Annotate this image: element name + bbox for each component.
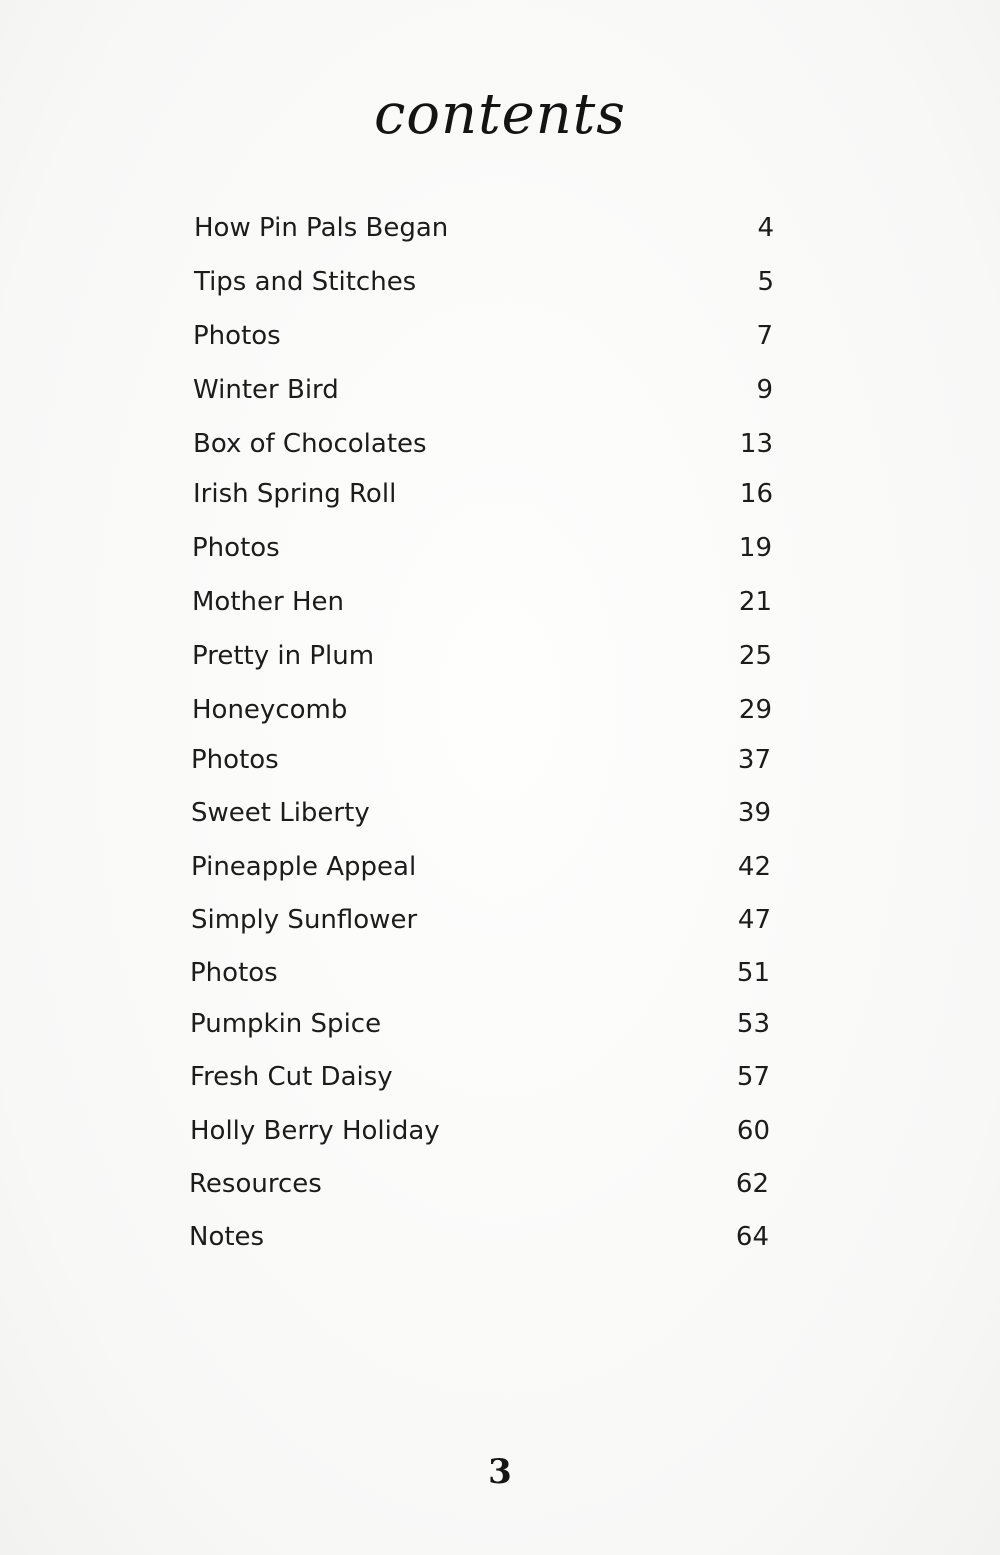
toc-entry-title: Winter Bird <box>193 375 339 405</box>
toc-entry <box>192 528 772 568</box>
toc-entry-page: 39 <box>737 798 771 828</box>
toc-entry-title: Pineapple Appeal <box>191 852 417 882</box>
toc-entry-page: 4 <box>757 213 774 243</box>
toc-entry-title: Fresh Cut Daisy <box>190 1062 393 1092</box>
toc-entry <box>190 1057 770 1097</box>
toc-entry <box>193 370 773 410</box>
page-number: 3 <box>488 1452 512 1492</box>
toc-entry <box>193 316 773 356</box>
toc-entry <box>190 1111 770 1151</box>
toc-entry-title: How Pin Pals Began <box>194 213 449 243</box>
toc-entry <box>191 793 771 833</box>
toc-entry-page: 16 <box>739 479 773 509</box>
toc-entry-title: Photos <box>191 745 279 775</box>
toc-entry <box>194 262 774 302</box>
toc-entry-page: 13 <box>739 429 773 459</box>
toc-entry <box>192 690 772 730</box>
toc-entry <box>189 1217 769 1257</box>
toc-entry-page: 21 <box>738 587 772 617</box>
toc-entry-title: Photos <box>190 958 278 988</box>
toc-entry <box>189 1164 769 1204</box>
toc-entry-page: 5 <box>757 267 774 297</box>
toc-entry-title: Notes <box>189 1222 265 1252</box>
toc-entry <box>194 208 774 248</box>
toc-entry-title: Mother Hen <box>192 587 344 617</box>
toc-entry-page: 51 <box>736 958 770 988</box>
toc-entry <box>192 636 772 676</box>
toc-entry-page: 42 <box>737 852 771 882</box>
toc-entry <box>192 582 772 622</box>
toc-entry-page: 9 <box>756 375 773 405</box>
toc-entry-page: 62 <box>735 1169 769 1199</box>
toc-entry <box>193 424 773 464</box>
toc-entry-title: Simply Sunflower <box>191 905 418 935</box>
toc-entry-page: 7 <box>756 321 773 351</box>
toc-entry <box>191 740 771 780</box>
toc-entry-page: 53 <box>736 1009 770 1039</box>
toc-entry-title: Holly Berry Holiday <box>190 1116 440 1146</box>
toc-entry-page: 19 <box>738 533 772 563</box>
toc-entry-title: Box of Chocolates <box>193 429 427 459</box>
toc-entry-title: Resources <box>189 1169 322 1199</box>
toc-entry-title: Irish Spring Roll <box>193 479 397 509</box>
page-title: contents <box>373 82 627 147</box>
toc-entry <box>190 1004 770 1044</box>
toc-entry-title: Honeycomb <box>192 695 348 725</box>
toc-entry <box>191 847 771 887</box>
toc-entry-page: 37 <box>737 745 771 775</box>
toc-entry-title: Sweet Liberty <box>191 798 370 828</box>
toc-entry-page: 60 <box>736 1116 770 1146</box>
toc-entry-title: Photos <box>192 533 280 563</box>
toc-entry-page: 29 <box>738 695 772 725</box>
toc-entry-page: 47 <box>737 905 771 935</box>
toc-entry <box>191 900 771 940</box>
toc-entry-title: Tips and Stitches <box>194 267 417 297</box>
toc-entry <box>190 953 770 993</box>
toc-entry-page: 64 <box>735 1222 769 1252</box>
toc-entry-page: 25 <box>738 641 772 671</box>
toc-entry-page: 57 <box>736 1062 770 1092</box>
toc-entry-title: Photos <box>193 321 281 351</box>
toc-entry-title: Pretty in Plum <box>192 641 375 671</box>
toc-entry <box>193 474 773 514</box>
toc-entry-title: Pumpkin Spice <box>190 1009 382 1039</box>
